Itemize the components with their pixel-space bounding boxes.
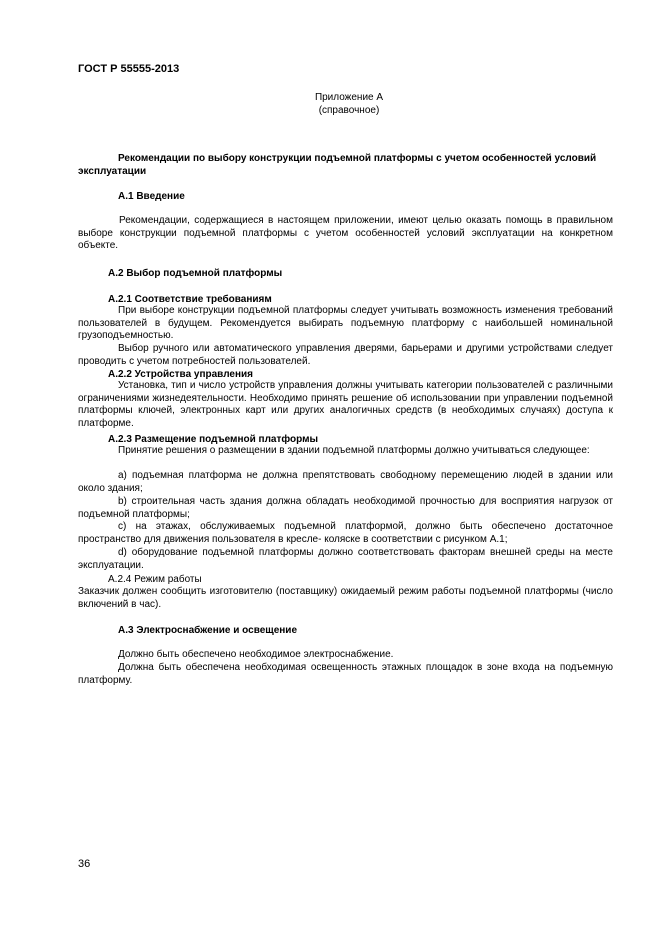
section-a22-para1: Установка, тип и число устройств управления должны учитывать категории пользователей с различными ограничениями жизнедеятельности. Необходимо принять решение об использовании при управлении подъемной платформы ключей, электронных карт или других аналогичных средств (в необходимых случаях) доступа к платформе. <box>78 380 613 429</box>
section-a23-item-a: а) подъемная платформа не должна препятствовать свободному перемещению людей в здании или около здания; <box>78 470 613 494</box>
page-number: 36 <box>78 858 91 870</box>
section-a21-para1: При выборе конструкции подъемной платформы следует учитывать возможность изменения требований пользователей в будущем. Рекомендуется выбирать подъемную платформу с наибольшей номинальной грузоподъемностью. <box>78 305 613 341</box>
section-a1-text: Рекомендации, содержащиеся в настоящем приложении, имеют целью оказать помощь в правильном выборе конструкции подъемной платформы с учетом особенностей условий эксплуатации на конкретном объекте. <box>78 215 613 251</box>
section-a22-heading: А.2.2 Устройства управления <box>108 369 253 380</box>
section-a23-item-c: с) на этажах, обслуживаемых подъемной платформой, должно быть обеспечено достаточное пространство для движения пользователя в кресле- коляске в соответствии с рисунком А.1; <box>78 521 613 545</box>
section-a24-heading: А.2.4 Режим работы <box>108 574 202 585</box>
section-a23-para1: Принятие решения о размещении в здании подъемной платформы должно учитываться следующее: <box>118 445 590 456</box>
standard-number: ГОСТ Р 55555-2013 <box>78 63 180 75</box>
section-a23-item-b: b) строительная часть здания должна обладать необходимой прочностью для восприятия нагрузок от подъемной платформы; <box>78 496 613 520</box>
section-a3-heading: А.3 Электроснабжение и освещение <box>118 625 298 636</box>
section-a24-para1: Заказчик должен сообщить изготовителю (поставщику) ожидаемый режим работы подъемной платформы (число включений в час). <box>78 586 613 610</box>
appendix-type: (справочное) <box>318 105 380 116</box>
section-a23-heading: А.2.3 Размещение подъемной платформы <box>108 434 319 445</box>
appendix-heading: Рекомендации по выбору конструкции подъемной платформы с учетом особенностей условий эксплуатации <box>78 153 597 177</box>
section-a3-para2: Должна быть обеспечена необходимая освещенность этажных площадок в зоне входа на подъемную платформу. <box>78 662 613 686</box>
section-a21-heading: А.2.1 Соответствие требованиям <box>108 294 272 305</box>
section-a3-para1: Должно быть обеспечено необходимое электроснабжение. <box>118 649 394 660</box>
appendix-label <box>304 91 394 117</box>
section-a1-heading: А.1 Введение <box>118 191 185 202</box>
section-a2-heading: А.2 Выбор подъемной платформы <box>108 268 283 279</box>
section-a23-item-d: d) оборудование подъемной платформы должно соответствовать факторам внешней среды на месте эксплуатации. <box>78 547 613 571</box>
section-a21-para2: Выбор ручного или автоматического управления дверями, барьерами и другими устройствами следует проводить с учетом потребностей пользователей. <box>78 343 613 367</box>
appendix-title: Приложение А <box>314 92 384 103</box>
